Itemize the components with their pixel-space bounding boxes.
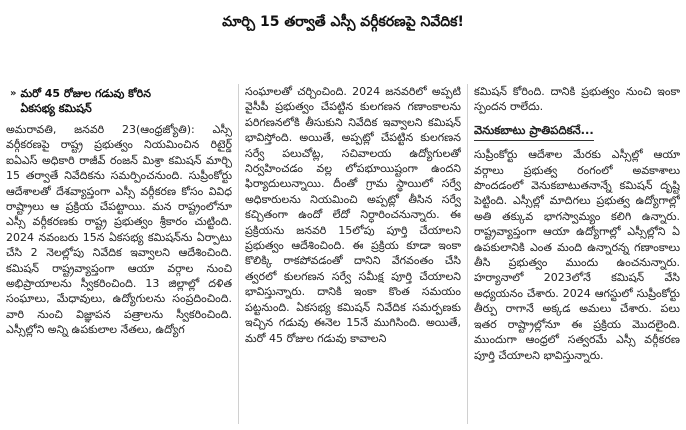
column-divider — [238, 84, 239, 424]
article-column-2 — [245, 84, 461, 424]
article-column-1 — [6, 86, 232, 426]
dateline: అమరావతి, జనవరి 23(ఆంధ్రజ్యోతి): — [6, 123, 195, 136]
headline: మార్చి 15 తర్వాతే ఎస్సీ వర్గీకరణపై నివేదిక! — [222, 14, 464, 30]
kicker-line-2: ఏకసభ్య కమిషన్ — [20, 102, 92, 115]
subhead: వెనుకబాటు ప్రాతిపదికనే... — [474, 123, 594, 141]
col3-intro: కమిషన్ కోరింది. దానికి ప్రభుత్వం నుంచి ఇంకా స్పందన రాలేదు. — [474, 85, 680, 114]
col2-body: సంఘాలతో చర్చించింది. 2024 జనవరిలో అప్పటి వైసీపీ ప్రభుత్వం చేపట్టిన కులగణన గణాంకాలను పరిగణనలోకి తీసుకుని నివేదిక ఇవ్వాలని కమిషన్ భావిస్తోంది. అయితే, అప్పట్లో చేపట్టిన కులగణన సర్వే పలుచోట్ల, సచివాలయ ఉద్యోగులతో నిర్వహించడం వల్ల లోపభూయిష్టంగా ఉందని ఫిర్యాదులున్నాయి. దీంతో గ్రామ స్థాయిలో సర్వే అధికారులను నియమించి అప్పట్లో తీసిన సర్వే కచ్చితంగా ఉందో లేదో నిర్ధారించనున్నారు. ఈ ప్రక్రియను జనవరి 15లోపు పూర్తి చేయాలని ప్రభుత్వం ఆదేశించింది. ఈ ప్రక్రియ కూడా ఇంకా కొలిక్కి రాకపోవడంతో దానిని వేగవంతం చేసి త్వరలో కులగణన సర్వే సమీక్ష పూర్తి చేయాలని భావిస్తున్నారు. దానికి ఇంకా కొంత సమయం పట్టనుంది. ఏకసభ్య కమిషన్ నివేదిక సమర్పణకు ఇచ్చిన గడువు ఈనెల 15నే ముగిసింది. అయితే, మరో 45 రోజుల గడువు కావాలని — [245, 85, 461, 345]
kicker — [6, 86, 232, 116]
col3-body: సుప్రీంకోర్టు ఆదేశాల మేరకు ఎస్సీల్లో ఆయా వర్గాలు ప్రభుత్వ రంగంలో అవకాశాలు పొందడంలో వెనుకబాటుతనాన్నే కమిషన్ దృష్టి పెట్టింది. ఎస్సీల్లో మాదిగలు ప్రభుత్వ ఉద్యోగాల్లో అతి తక్కువ భాగస్వామ్యం కలిగి ఉన్నారు. రాష్ట్రవ్యాప్తంగా ఆయా ఉద్యోగాల్లో ఎస్సీల్లోని ఏ ఉపకులానికి ఎంత మంది ఉన్నారన్న గణాంకాలు తీసి ప్రభుత్వం ముందు ఉంచనున్నారు. హర్యానాలో 2023లోనే కమిషన్ వేసి అధ్యయనం చేశారు. 2024 ఆగస్టులో సుప్రీంకోర్టు తీర్పు రాగానే అక్కడ అమలు చేశారు. పలు ఇతర రాష్ట్రాల్లోనూ ఈ ప్రక్రియ మొదలైంది. ముందుగా ఆంధ్రలో సత్వరమే ఎస్సీ వర్గీకరణ పూర్తి చేయాలని భావిస్తున్నారు. — [474, 148, 680, 362]
double-chevron-icon: » — [10, 88, 17, 99]
col1-body: ఎస్సీ వర్గీకరణపై రాష్ట్ర ప్రభుత్వం నియమించిన రిటైర్డ్ ఐఏఎస్ అధికారి రాజీవ్ రంజన్ మిశ్రా కమిషన్ మార్చి 15 తర్వాతే నివేదికను సమర్పించనుంది. సుప్రీంకోర్టు ఆదేశాలతో దేశవ్యాప్తంగా ఎస్సీ వర్గీకరణ కోసం వివిధ రాష్ట్రాలు ఆ ప్రక్రియ చేపట్టాయి. మన రాష్ట్రంలోనూ ఎస్సీ వర్గీకరణకు రాష్ట్ర ప్రభుత్వం శ్రీకారం చుట్టింది. 2024 నవంబరు 15న ఏకసభ్య కమిషన్‌ను ఏర్పాటు చేసి 2 నెలల్లోపు నివేదిక ఇవ్వాలని ఆదేశించింది. కమిషన్ రాష్ట్రవ్యాప్తంగా ఆయా వర్గాల నుంచి అభిప్రాయాలను స్వీకరించింది. 13 జిల్లాల్లో దళిత సంఘాలు, మేధావులు, ఉద్యోగులను సంప్రదించింది. వారి నుంచి విజ్ఞాపన పత్రాలను స్వీకరించింది. ఎస్సీల్లోని అన్ని ఉపకులాల నేతలు, ఉద్యోగ — [6, 123, 232, 337]
article-column-3 — [474, 84, 680, 424]
column-divider — [467, 84, 468, 424]
kicker-line-1: మరో 45 రోజుల గడువు కోరిన — [20, 87, 151, 100]
